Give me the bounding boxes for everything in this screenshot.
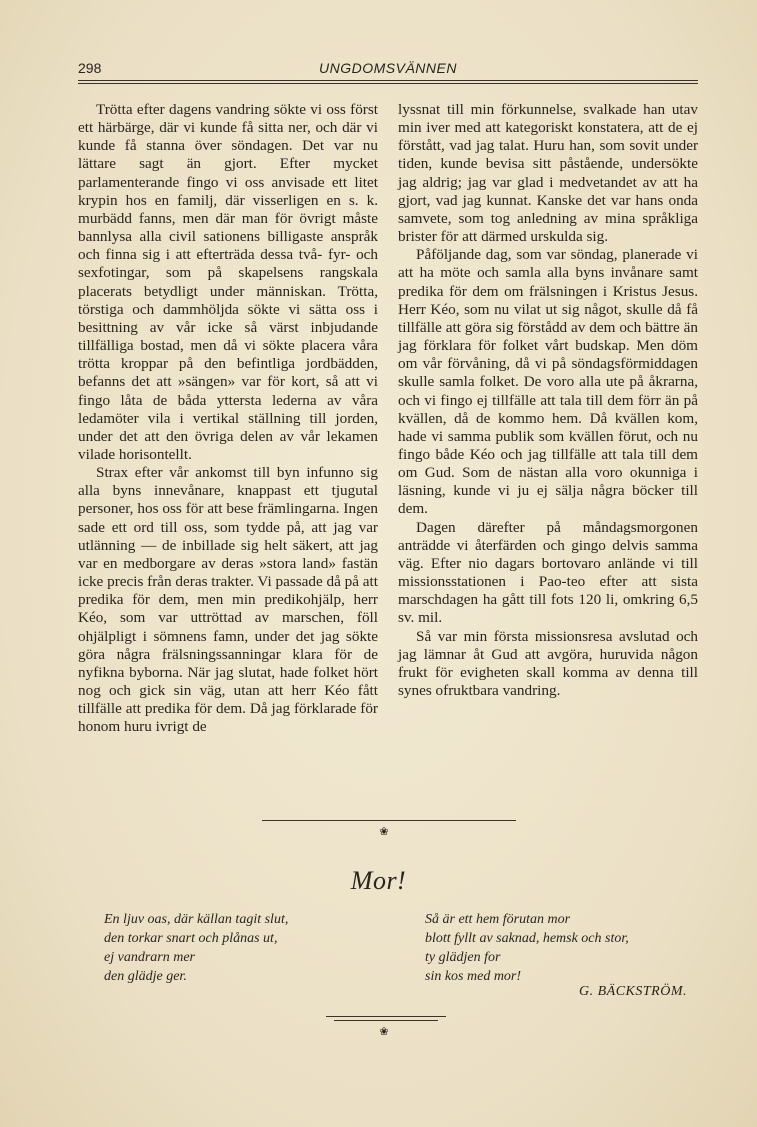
paragraph: Påföljande dag, som var söndag, planerade vi att ha möte och samla alla byns invånare samt predika för dem om frälsningen i Kristus Jesus. Herr Kéo, som nu vilat ut sig något, skulle då få tillfälle att göra sig förstådd av dem och bättre än jag förklara för folket vårt budskap. Men döm om vår förvåning, då vi på söndagsförmiddagen skulle samla folket. De voro alla ute på åkrarna, och vi fingo ej tillfälle att tala till dem förr än på kvällen, då de kommo hem. Då kvällen kom, hade vi samma publik som kvällen förut, och nu fingo både Kéo och jag tillfälle att tala till dem om Gud. Som de nästan alla voro okunniga i läsning, kunde vi ju ej sälja några böcker till dem. (398, 246, 698, 518)
poem-stanza-1 (104, 910, 288, 986)
section-divider (262, 820, 516, 821)
page-header (78, 60, 698, 82)
poem-line: den torkar snart och plånas ut, (104, 931, 278, 946)
paragraph: Trötta efter dagens vandring sökte vi oss först ett härbärge, där vi kunde få sitta ner, och där vi kunde få stanna över söndagen. Det var nu lättare sagt än gjort. Efter mycket parlamenterande fingo vi oss anvisade ett litet krypin hos en familj, där visserligen en s. k. murbädd fanns, men där man för övrigt måste bannlysa alla civil sationens billigaste anspråk och finna sig i att efterträda dessa två- fyr- och sexfotingar, som på skapelsens rangskala placerats betydligt under människan. Trötta, törstiga och dammhöljda sökte vi sätta oss i besittning av vår icke så värst inbjudande tillfälliga bostad, men då vi sökte placera våra trötta kroppar på den befintliga jordbädden, befanns det att »sängen» var för kort, så att vi fingo låta de båda yttersta lederna av våra ledamöter vila i vertikal ställning till jorden, under det att den övriga delen av vår lekamen vilade horisontellt. (78, 101, 378, 463)
paragraph: Så var min första missionsresa avslutad och jag lämnar åt Gud att avgöra, huruvida någon frukt för evigheten skall komma av denna till synes ofruktbara vandring. (398, 627, 698, 699)
poem-line: Så är ett hem förutan mor (425, 912, 571, 927)
ornament-flower-icon: ❀ (379, 825, 389, 838)
end-divider (326, 1016, 446, 1017)
poem-line: ty glädjen for (425, 950, 501, 965)
article-right-column (398, 101, 698, 700)
poem-line: En ljuv oas, där källan tagit slut, (104, 912, 289, 927)
end-divider-short (334, 1020, 438, 1021)
ornament-flower-icon: ❀ (379, 1025, 389, 1038)
poem-stanza-2 (425, 910, 629, 986)
poem-line: blott fyllt av saknad, hemsk och stor, (425, 931, 629, 946)
header-rule-double (78, 83, 698, 84)
page-number: 298 (78, 60, 102, 76)
running-title: UNGDOMSVÄNNEN (319, 60, 457, 76)
poem-title: Mor! (350, 866, 407, 895)
poem-author: G. BÄCKSTRÖM. (579, 984, 687, 999)
article-left-column (78, 101, 378, 736)
poem-line: den glädje ger. (104, 969, 187, 984)
header-rule (78, 80, 698, 81)
paragraph: lyssnat till min förkunnelse, svalkade han utav min iver med att kategoriskt konstatera, att de ej förstått, vad jag talat. Huru han, som sovit under tiden, kunde bevisa sitt påstående, undersökte jag aldrig; jag var glad i medvetandet av att ha gjort, vad jag kunnat. Kanske det var hans onda samvete, som tog anledning av mina språkliga brister för att därmed urskulda sig. (398, 101, 698, 246)
paragraph: Strax efter vår ankomst till byn infunno sig alla byns innevånare, knappast ett tjugutal personer, hos oss för att bese främlingarna. Ingen sade ett ord till oss, som tydde på, att jag var utlänning — de inbillade sig helt säkert, att jag var en medborgare av deras »stora land» fastän icke precis från deras trakter. Vi passade då på att predika för dem, men min predikohjälp, herr Kéo, som var uttröttad av marschen, föll ohjälpligt i sömnens famn, under det jag sökte göra några frälsningssanningar klara för de nyfikna byborna. När jag slutat, hade folket hört nog och gick sin väg, utan att herr Kéo fått tillfälle att predika för dem. Då jag förklarade för honom huru ivrigt de (78, 464, 378, 736)
poem-line: sin kos med mor! (425, 969, 522, 984)
paragraph: Dagen därefter på måndagsmorgonen anträdde vi återfärden och gingo delvis samma väg. Efter nio dagars bortovaro anlände vi till missionsstationen i Pao-teo efter att sista marschdagen ha gått till fots 120 li, omkring 6,5 sv. mil. (398, 518, 698, 627)
poem-line: ej vandrarn mer (104, 950, 195, 965)
